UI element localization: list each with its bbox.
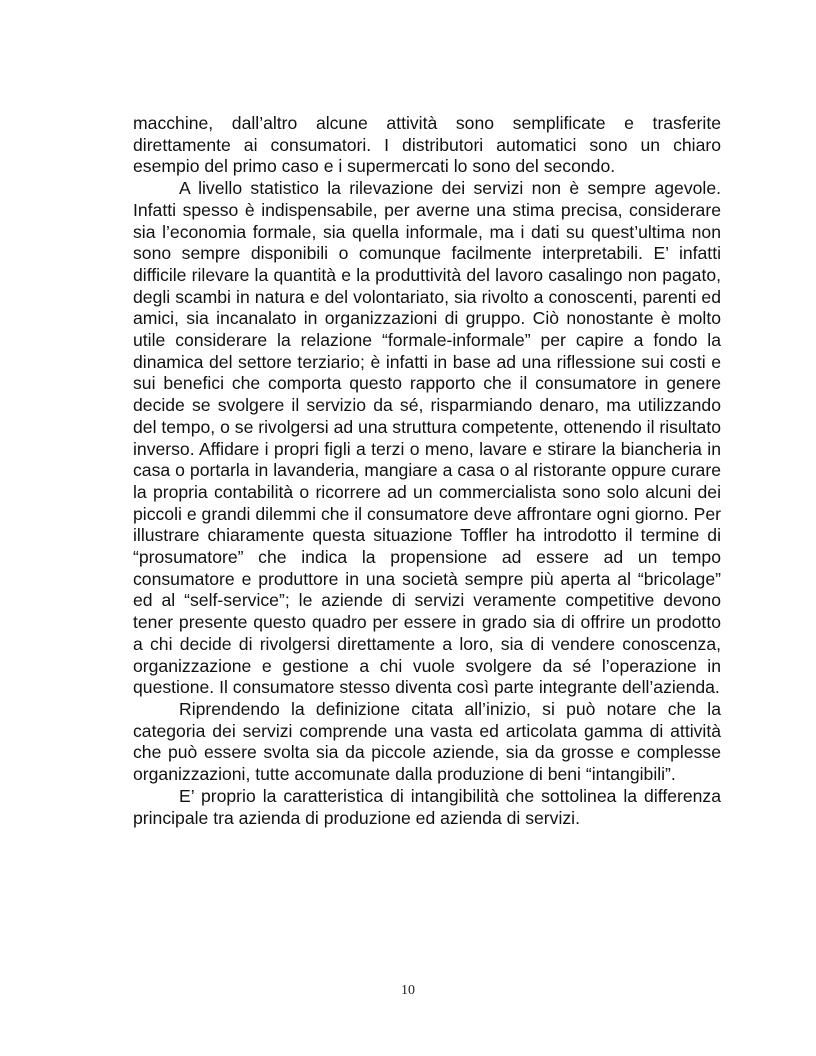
page-number: 10: [401, 983, 415, 998]
paragraph-definition: Riprendendo la definizione citata all’inizio, si può notare che la categoria dei servizi comprende una vasta ed articolata gamma di attività che può essere svolta sia da piccole aziende, sia da grosse e complesse organizzazioni, tutte accomunate dalla produzione di beni “intangibili”.: [133, 698, 721, 785]
paragraph-intangibility: E’ proprio la caratteristica di intangibilità che sottolinea la differenza principale tra azienda di produzione ed azienda di servizi.: [133, 785, 721, 828]
paragraph-continuation: macchine, dall’altro alcune attività sono semplificate e trasferite direttamente ai consumatori. I distributori automatici sono un chiaro esempio del primo caso e i supermercati lo sono del secondo.: [133, 113, 721, 177]
body-text: [133, 113, 721, 829]
paragraph-statistics: A livello statistico la rilevazione dei servizi non è sempre agevole. Infatti spesso è indispensabile, per averne una stima precisa, considerare sia l’economia formale, sia quella informale, ma i dati su quest’ultima non sono sempre disponibili o comunque facilmente interpretabili. E’ infatti difficile rilevare la quantità e la produttività del lavoro casalingo non pagato, degli scambi in natura e del volontariato, sia rivolto a conoscenti, parenti ed amici, sia incanalato in organizzazioni di gruppo. Ciò nonostante è molto utile considerare la relazione “formale-informale” per capire a fondo la dinamica del settore terziario; è infatti in base ad una riflessione sui costi e sui benefici che comporta questo rapporto che il consumatore in genere decide se svolgere il servizio da sé, risparmiando denaro, ma utilizzando del tempo, o se rivolgersi ad una struttura competente, ottenendo il risultato inverso. Affidare i propri figli a terzi o meno, lavare e stirare la biancheria in casa o portarla in lavanderia, mangiare a casa o al ristorante oppure curare la propria contabilità o ricorrere ad un commercialista sono solo alcuni dei piccoli e grandi dilemmi che il consumatore deve affrontare ogni giorno. Per illustrare chiaramente questa situazione Toffler ha introdotto il termine di “prosumatore” che indica la propensione ad essere ad un tempo consumatore e produttore in una società sempre più aperta al “bricolage” ed al “self-service”; le aziende di servizi veramente competitive devono tener presente questo quadro per essere in grado sia di offrire un prodotto a chi decide di rivolgersi direttamente a loro, sia di vendere conoscenza, organizzazione e gestione a chi vuole svolgere da sé l’operazione in questione. Il consumatore stesso diventa così parte integrante dell’azienda.: [133, 178, 721, 698]
